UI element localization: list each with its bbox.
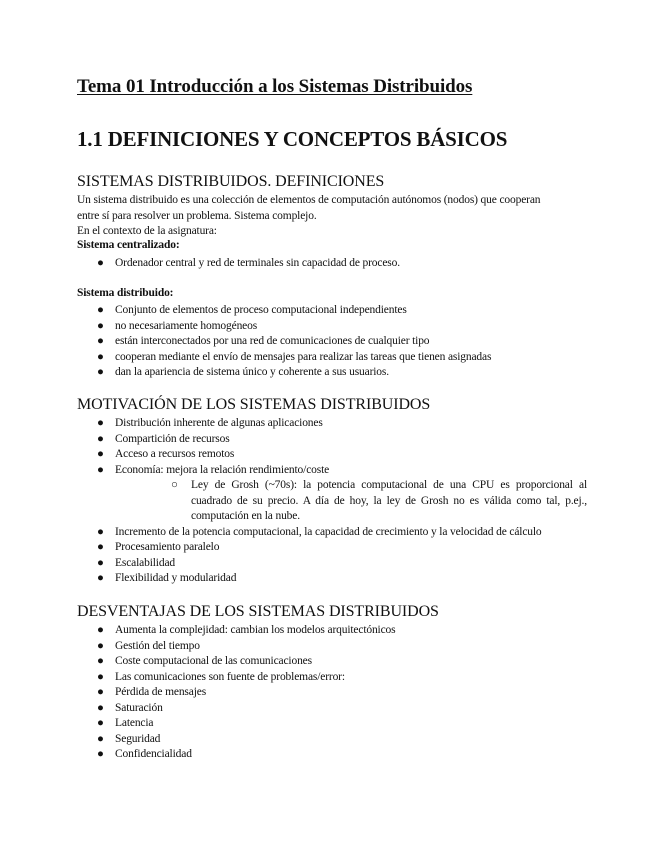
context-line: En el contexto de la asignatura: (77, 225, 217, 237)
bullet-icon: ● (97, 257, 104, 269)
list-item: ● dan la apariencia de sistema único y coherente a sus usuarios. (77, 365, 587, 381)
intro-line-2: entre sí para resolver un problema. Sistema complejo. (77, 209, 317, 222)
motivacion-list (77, 416, 587, 587)
bullet-icon: ● (97, 670, 104, 683)
bullet-icon: ● (97, 432, 104, 445)
bullet-icon: ● (97, 701, 104, 714)
bullet-icon: ● (97, 448, 104, 460)
list-item: ● Saturación (77, 701, 587, 717)
intro-line-1: Un sistema distribuido es una colección de elementos de computación autónomos (nodos) que cooperan (77, 194, 541, 206)
bullet-icon: ● (97, 556, 104, 569)
list-item: ● están interconectados por una red de comunicaciones de cualquier tipo (77, 334, 587, 350)
bullet-icon: ● (97, 655, 104, 667)
hollow-bullet-icon: ○ (171, 479, 178, 491)
bullet-icon: ● (97, 572, 104, 584)
list-item: ● Acceso a recursos remotos (77, 447, 587, 463)
list-item: ● Coste computacional de las comunicaciones (77, 654, 587, 670)
sub-list-item: ○ Ley de Grosh (~70s): la potencia computacional de una CPU es proporcional al cuadrado de su precio. A día de hoy, la ley de Grosh no es válida como tal, p.ej., computación en la nube. (171, 479, 587, 522)
bullet-icon: ● (97, 717, 104, 729)
centralizado-label: Sistema centralizado: (77, 239, 180, 251)
centralizado-list (77, 256, 587, 272)
list-item: ● Confidencialidad (77, 747, 587, 763)
bullet-icon: ● (97, 335, 104, 347)
bullet-icon: ● (97, 319, 104, 332)
bullet-icon: ● (97, 748, 104, 760)
list-item: ● Distribución inherente de algunas aplicaciones (77, 416, 587, 432)
document-title: Tema 01 Introducción a los Sistemas Distribuidos (77, 76, 473, 97)
desventajas-heading: DESVENTAJAS DE LOS SISTEMAS DISTRIBUIDOS (77, 603, 439, 620)
bullet-icon: ● (97, 624, 104, 636)
bullet-icon: ● (97, 463, 104, 476)
list-item: ● Escalabilidad (77, 556, 587, 572)
bullet-icon: ● (97, 304, 104, 316)
list-item: ● cooperan mediante el envío de mensajes para realizar las tareas que tienen asignadas (77, 350, 587, 366)
bullet-icon: ● (97, 525, 104, 538)
bullet-icon: ● (97, 417, 104, 429)
bullet-icon: ● (97, 732, 104, 745)
bullet-icon: ● (97, 686, 104, 698)
list-item: ● Seguridad (77, 732, 587, 748)
sub-list (115, 478, 587, 525)
definiciones-heading: SISTEMAS DISTRIBUIDOS. DEFINICIONES (77, 173, 385, 190)
distribuido-label: Sistema distribuido: (77, 287, 174, 299)
list-item: ● Latencia (77, 716, 587, 732)
list-item: ● Conjunto de elementos de proceso computacional independientes (77, 303, 587, 319)
definiciones-intro (77, 193, 587, 240)
section-heading: 1.1 DEFINICIONES Y CONCEPTOS BÁSICOS (77, 127, 508, 151)
bullet-icon: ● (97, 366, 104, 378)
list-item: ● no necesariamente homogéneos (77, 319, 587, 335)
list-item: ● Ordenador central y red de terminales sin capacidad de proceso. (77, 256, 587, 272)
list-item: ● Aumenta la complejidad: cambian los modelos arquitectónicos (77, 623, 587, 639)
list-item: ● Las comunicaciones son fuente de problemas/error: (77, 670, 587, 686)
list-item: ● Flexibilidad y modularidad (77, 571, 587, 587)
list-item: ● Incremento de la potencia computacional, la capacidad de crecimiento y la velocidad de cálculo (77, 525, 587, 541)
desventajas-list (77, 623, 587, 763)
motivacion-heading: MOTIVACIÓN DE LOS SISTEMAS DISTRIBUIDOS (77, 396, 431, 413)
list-item: ● Procesamiento paralelo (77, 540, 587, 556)
list-item: ● Pérdida de mensajes (77, 685, 587, 701)
list-item: ● Gestión del tiempo (77, 639, 587, 655)
list-item: ● Compartición de recursos (77, 432, 587, 448)
bullet-icon: ● (97, 350, 104, 363)
bullet-icon: ● (97, 639, 104, 652)
bullet-icon: ● (97, 541, 104, 553)
list-item: ● Economía: mejora la relación rendimiento/coste ○ Ley de Grosh (~70s): la potencia computacional de una CPU es proporcional al cuadrado de su precio. A día de hoy, la ley de Grosh no es válida como tal, p.ej., computación en la nube. (77, 463, 587, 525)
distribuido-list (77, 303, 587, 381)
